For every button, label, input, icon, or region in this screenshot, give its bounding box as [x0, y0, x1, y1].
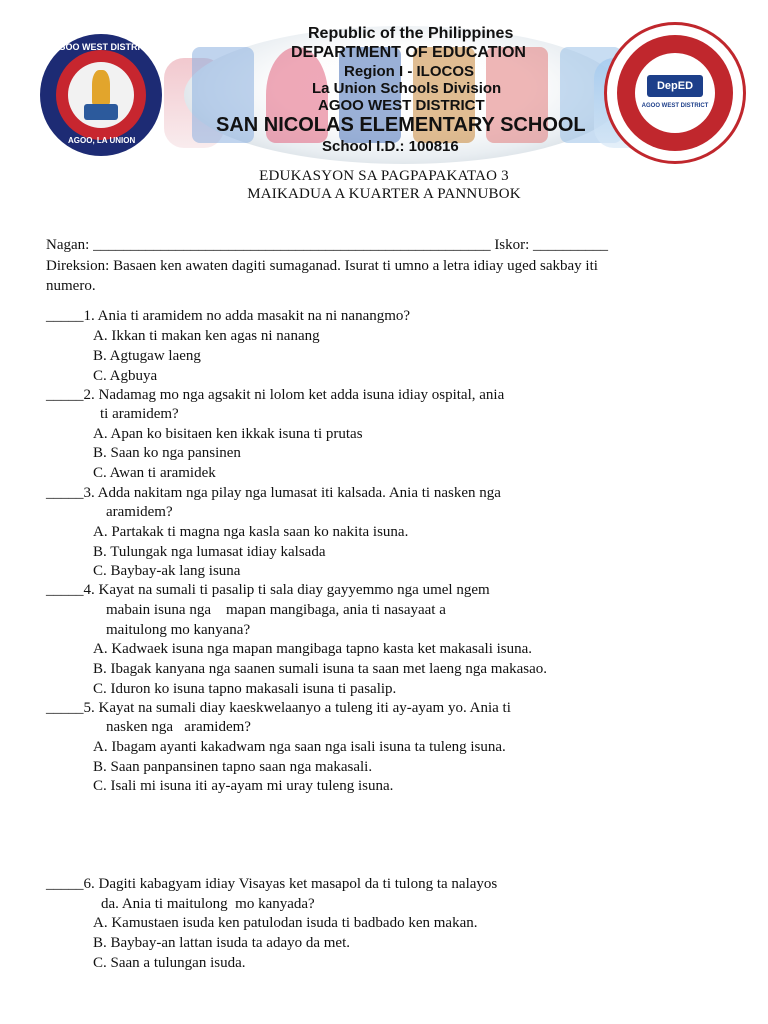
choice-2b: B. Saan ko nga pansinen: [93, 445, 241, 461]
choice-2a: A. Apan ko bisitaen ken ikkak isuna ti prutas: [93, 426, 363, 442]
choice-1b: B. Agtugaw laeng: [93, 348, 201, 364]
choice-1a: A. Ikkan ti makan ken agas ni nanang: [93, 328, 320, 344]
test-subject-title: EDUKASYON SA PAGPAPAKATAO 3: [259, 168, 509, 184]
deped-logo: DepED: [647, 75, 703, 97]
school-header-banner: [34, 18, 768, 168]
choice-6b: B. Baybay-an lattan isuda ta adayo da met.: [93, 935, 350, 951]
school-name: SAN NICOLAS ELEMENTARY SCHOOL: [216, 114, 586, 136]
torch-icon: [92, 70, 110, 106]
district-seal-text: AGOO WEST DISTRICT: [52, 42, 152, 52]
question-4-cont: mabain isuna nga mapan mangibaga, ania ti nasayaat a: [106, 602, 446, 618]
question-6: _____6. Dagiti kabagyam idiay Visayas ket masapol da ti tulong ta nalayos: [46, 876, 498, 892]
question-2-cont: ti aramidem?: [100, 406, 179, 422]
question-6-cont: da. Ania ti maitulong mo kanyada?: [101, 896, 315, 912]
choice-1c: C. Agbuya: [93, 368, 158, 384]
question-3-cont: aramidem?: [106, 504, 173, 520]
choice-3c: C. Baybay-ak lang isuna: [93, 563, 241, 579]
school-seal-logo: [604, 22, 746, 164]
school-id: School I.D.: 100816: [322, 138, 459, 155]
choice-3a: A. Partakak ti magna nga kasla saan ko nakita isuna.: [93, 524, 409, 540]
question-2: _____2. Nadamag mo nga agsakit ni lolom ket adda isuna idiay ospital, ania: [46, 387, 505, 403]
department-line: DEPARTMENT OF EDUCATION: [291, 44, 526, 61]
republic-line: Republic of the Philippines: [308, 25, 514, 42]
region-line: Region I - ILOCOS: [344, 63, 474, 80]
question-5: _____5. Kayat na sumali diay kaeskwelaanyo a tuleng iti ay-ayam yo. Ania ti: [46, 700, 511, 716]
choice-4a: A. Kadwaek isuna nga mapan mangibaga tapno kasta ket makasali isuna.: [93, 641, 533, 657]
choice-4c: C. Iduron ko isuna tapno makasali isuna ti pasalip.: [93, 681, 397, 697]
school-seal-subtext: AGOO WEST DISTRICT: [641, 103, 709, 109]
choice-3b: B. Tulungak nga lumasat idiay kalsada: [93, 544, 326, 560]
choice-2c: C. Awan ti aramidek: [93, 465, 216, 481]
question-4-cont-2: maitulong mo kanyana?: [106, 622, 251, 638]
test-quarter-title: MAIKADUA A KUARTER A PANNUBOK: [247, 186, 521, 202]
choice-6c: C. Saan a tulungan isuda.: [93, 955, 246, 971]
choice-4b: B. Ibagak kanyana nga saanen sumali isuna ta saan met laeng nga makasao.: [93, 661, 548, 677]
shield-icon: [84, 104, 118, 120]
choice-6a: A. Kamustaen isuda ken patulodan isuda ti badbado ken makan.: [93, 915, 478, 931]
question-1: _____1. Ania ti aramidem no adda masakit na ni nanangmo?: [46, 308, 411, 324]
choice-5c: C. Isali mi isuna iti ay-ayam mi uray tuleng isuna.: [93, 778, 394, 794]
district-seal-location: AGOO, LA UNION: [68, 136, 136, 145]
choice-5a: A. Ibagam ayanti kakadwam nga saan nga isali isuna ta tuleng isuna.: [93, 739, 506, 755]
district-line: AGOO WEST DISTRICT: [318, 97, 485, 114]
choice-5b: B. Saan panpansinen tapno saan nga makasali.: [93, 759, 373, 775]
directions-text-cont: numero.: [46, 278, 96, 294]
division-line: La Union Schools Division: [312, 80, 502, 97]
question-3: _____3. Adda nakitam nga pilay nga lumasat iti kalsada. Ania ti nasken nga: [46, 485, 501, 501]
name-score-line: Nagan: _____________________________________________________ Iskor: __________: [46, 237, 609, 253]
question-4: _____4. Kayat na sumali ti pasalip ti sala diay gayyemmo nga umel ngem: [46, 582, 490, 598]
directions-text: Direksion: Basaen ken awaten dagiti sumaganad. Isurat ti umno a letra idiay uged sakbay iti: [46, 258, 598, 274]
question-5-cont: nasken nga aramidem?: [106, 719, 251, 735]
